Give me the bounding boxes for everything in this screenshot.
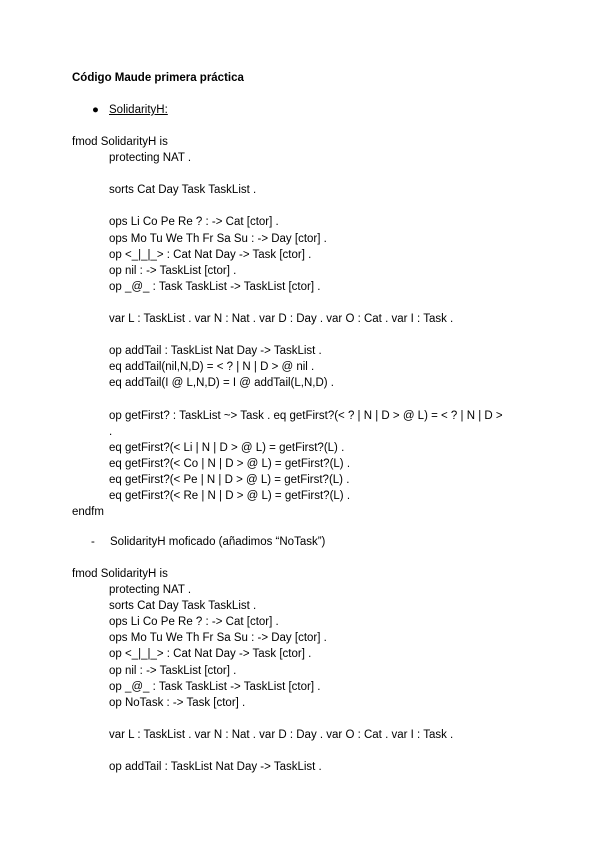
code-line: ops Mo Tu We Th Fr Sa Su : -> Day [ctor] .: [109, 632, 327, 645]
code-block-solidarityh-modified: [72, 566, 453, 775]
code-line: protecting NAT .: [109, 152, 192, 165]
dash-bullet-icon: -: [91, 536, 95, 548]
code-line: op _@_ : Task TaskList -> TaskList [ctor] .: [109, 280, 321, 293]
code-line: op addTail : TaskList Nat Day -> TaskList .: [109, 761, 322, 774]
code-line: protecting NAT .: [109, 584, 192, 597]
code-line: var L : TaskList . var N : Nat . var D : Day . var O : Cat . var I : Task .: [109, 313, 454, 326]
code-line: eq addTail(I @ L,N,D) = I @ addTail(L,N,D) .: [109, 377, 334, 390]
code-line: eq getFirst?(< Pe | N | D > @ L) = getFirst?(L) .: [109, 473, 350, 486]
code-line: [72, 198, 503, 214]
code-line: [72, 743, 453, 759]
code-line: [72, 327, 503, 343]
page-title: Código Maude primera práctica: [72, 72, 244, 84]
code-line: op <_|_|_> : Cat Nat Day -> Task [ctor] .: [109, 248, 312, 261]
section-label: SolidarityH:: [109, 104, 168, 116]
code-line: sorts Cat Day Task TaskList .: [109, 184, 257, 197]
code-line: op nil : -> TaskList [ctor] .: [109, 264, 237, 277]
code-line: [72, 166, 503, 182]
code-line: [72, 392, 503, 408]
code-line: eq getFirst?(< Co | N | D > @ L) = getFirst?(L) .: [109, 457, 351, 470]
code-line: eq getFirst?(< Li | N | D > @ L) = getFirst?(L) .: [109, 441, 345, 454]
code-line: [72, 711, 453, 727]
code-line: fmod SolidarityH is: [72, 136, 168, 148]
section-heading-solidarityh: [92, 102, 168, 118]
code-line: .: [109, 425, 113, 438]
code-line: ops Li Co Pe Re ? : -> Cat [ctor] .: [109, 216, 279, 229]
code-line: fmod SolidarityH is: [72, 568, 168, 580]
code-line: op getFirst? : TaskList ~> Task . eq getFirst?(< ? | N | D > @ L) = < ? | N | D >: [109, 409, 503, 422]
code-block-solidarityh: [72, 134, 503, 520]
code-line: op _@_ : Task TaskList -> TaskList [ctor] .: [109, 680, 321, 693]
code-line: [72, 295, 503, 311]
code-line: endfm: [72, 506, 104, 519]
section-label: SolidarityH moficado (añadimos “NoTask”): [110, 536, 326, 548]
code-line: eq getFirst?(< Re | N | D > @ L) = getFirst?(L) .: [109, 490, 351, 503]
code-line: sorts Cat Day Task TaskList .: [109, 600, 257, 613]
code-line: ops Li Co Pe Re ? : -> Cat [ctor] .: [109, 616, 279, 629]
code-line: op NoTask : -> Task [ctor] .: [109, 696, 246, 709]
section-heading-solidarityh-modified: [91, 534, 325, 550]
code-line: op <_|_|_> : Cat Nat Day -> Task [ctor] .: [109, 648, 312, 661]
code-line: op addTail : TaskList Nat Day -> TaskList .: [109, 345, 322, 358]
code-line: var L : TaskList . var N : Nat . var D : Day . var O : Cat . var I : Task .: [109, 728, 454, 741]
bullet-icon: ●: [92, 104, 99, 116]
code-line: eq addTail(nil,N,D) = < ? | N | D > @ nil .: [109, 361, 315, 374]
code-line: op nil : -> TaskList [ctor] .: [109, 664, 237, 677]
code-line: ops Mo Tu We Th Fr Sa Su : -> Day [ctor] .: [109, 232, 327, 245]
